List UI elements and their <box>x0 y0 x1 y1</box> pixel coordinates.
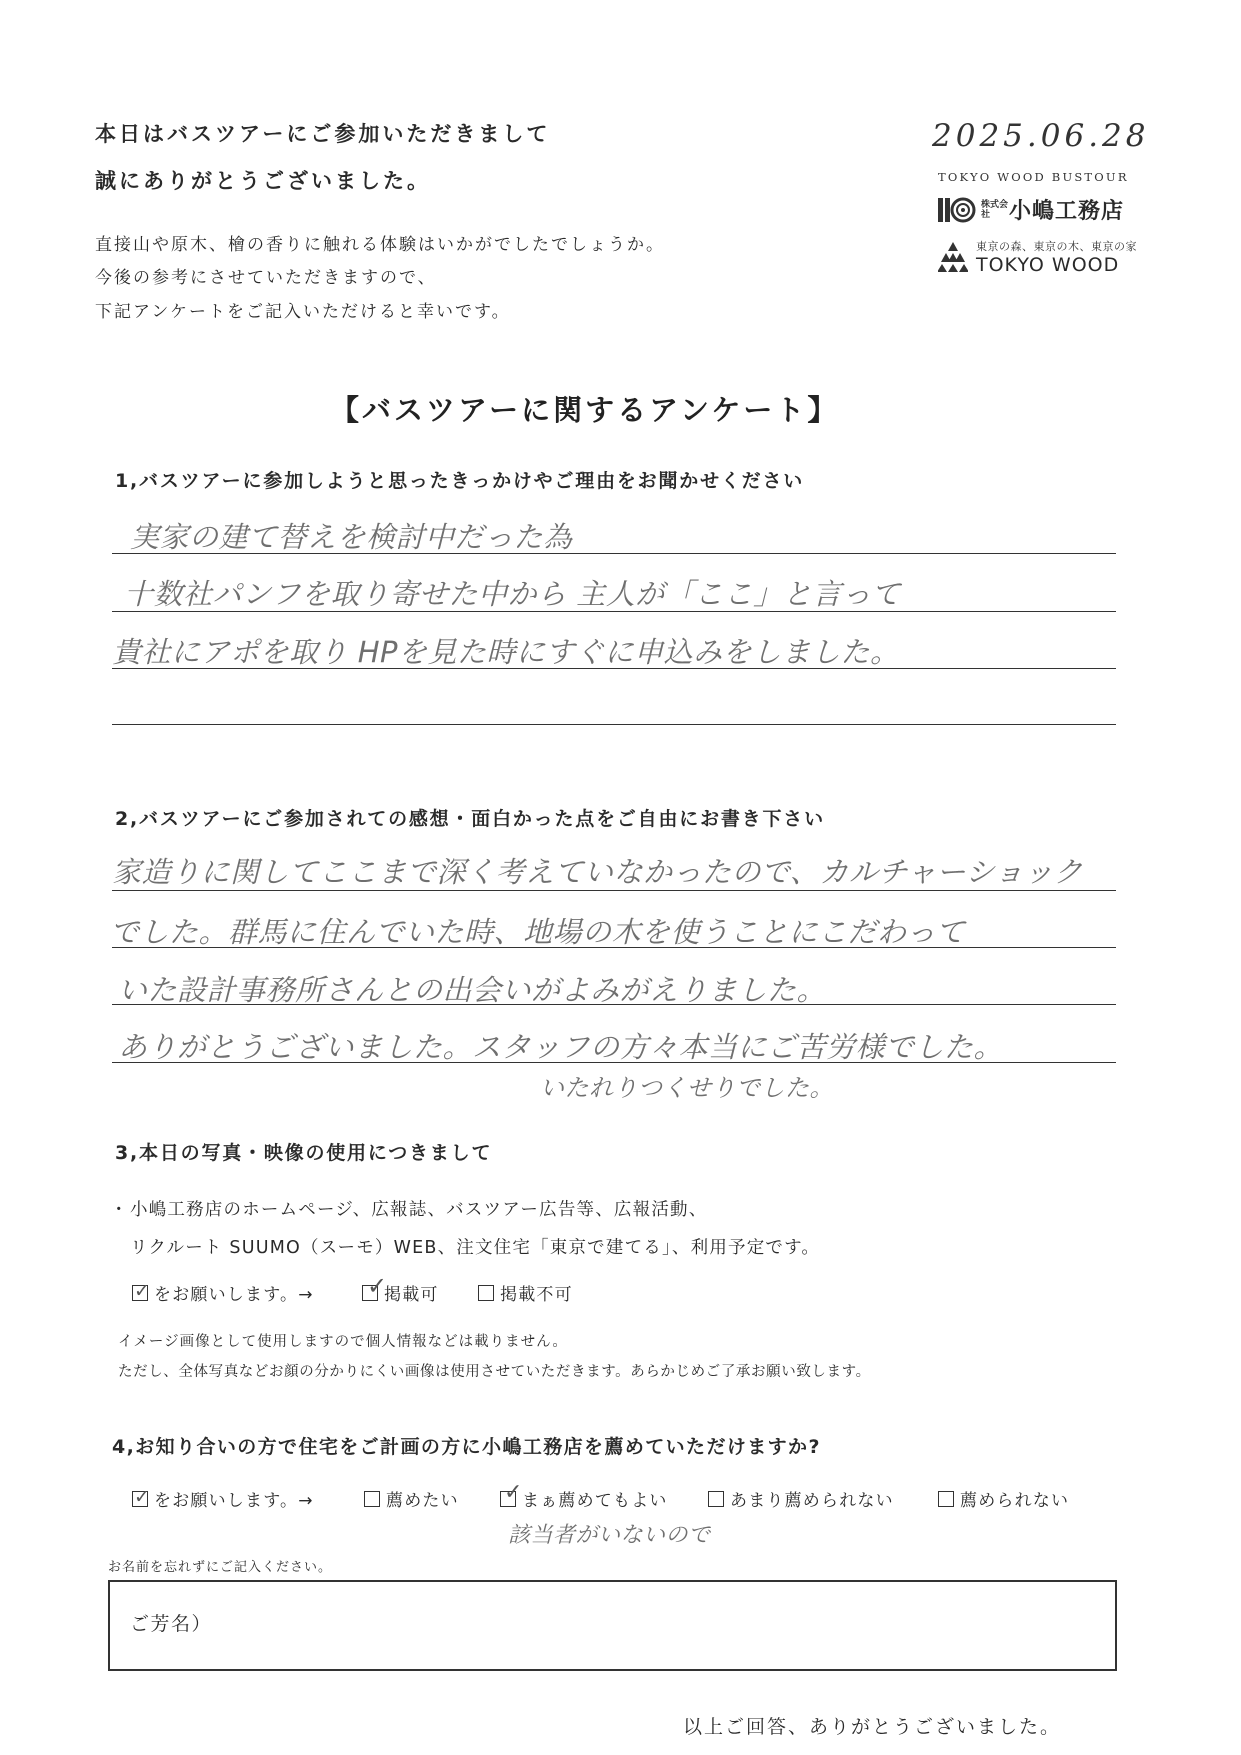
q3-request-checkbox <box>132 1280 152 1302</box>
q3-body-line-1: 小嶋工務店のホームページ、広報誌、バスツアー広告等、広報活動、 <box>130 1200 708 1220</box>
q4-request <box>132 1486 314 1511</box>
tour-name: TOKYO WOOD BUSTOUR <box>938 170 1129 184</box>
tour-date: 2025.06.28 <box>932 118 1150 154</box>
q2-answer-line-1: 家造りに関してここまで深く考えていなかったので、カルチャーショック <box>112 855 1083 889</box>
checkmark-icon: ✓ <box>367 1272 389 1300</box>
q2-answer-line-3: いた設計事務所さんとの出会いがよみがえりました。 <box>118 973 827 1007</box>
footer-thanks: 以上ご回答、ありがとうございました。 <box>683 1716 1062 1738</box>
q3-note-line-1: イメージ画像として使用しますので個人情報などは載りません。 <box>118 1334 568 1350</box>
q4-handwritten-note: 該当者がいないので <box>508 1523 711 1548</box>
q3-body-line-2: リクルート SUUMO（スーモ）WEB、注文住宅「東京で建てる」、利用予定です。 <box>130 1238 821 1258</box>
q4-question: 4,お知り合いの方で住宅をご計画の方に小嶋工務店を薦めていただけますか? <box>112 1436 821 1458</box>
company-name: 小嶋工務店 <box>1009 199 1125 224</box>
q1-answer-line-1: 実家の建て替えを検討中だった為 <box>130 520 573 554</box>
q3-deny-checkbox[interactable] <box>478 1285 494 1301</box>
q4-option-maybe[interactable] <box>500 1480 668 1511</box>
q3-allow-checkbox[interactable] <box>362 1272 389 1301</box>
q3-request-label: をお願いします。→ <box>154 1285 314 1305</box>
q4-option-hardly[interactable] <box>708 1486 894 1511</box>
q2-line-4 <box>112 1062 1116 1063</box>
intro-line-2: 今後の参考にさせていただきますので、 <box>95 268 437 288</box>
checkmark-icon: ✓ <box>134 1280 152 1302</box>
q1-line-2 <box>112 611 1116 612</box>
company-type: 株式会社 <box>981 199 1009 220</box>
checkmark-icon: ✓ <box>134 1486 152 1508</box>
q1-question: 1,バスツアーに参加しようと思ったきっかけやご理由をお聞かせください <box>115 470 805 492</box>
q3-request <box>132 1280 314 1305</box>
kojima-logo <box>938 194 1124 225</box>
q2-line-2 <box>112 947 1116 948</box>
intro-line-1: 直接山や原木、檜の香りに触れる体験はいかがでしたでしょうか。 <box>95 235 665 255</box>
q4-option-no[interactable] <box>938 1486 1069 1511</box>
q4-maybe-label: まぁ薦めてもよい <box>522 1491 668 1511</box>
checkmark-icon: ✓ <box>504 1480 524 1505</box>
q3-note-line-2: ただし、全体写真などお顔の分かりにくい画像は使用させていただきます。あらかじめご了承お願い致します。 <box>118 1364 871 1380</box>
q1-line-4 <box>112 724 1116 725</box>
q2-answer-line-2: でした。群馬に住んでいた時、地場の木を使うことにこだわって <box>110 915 966 949</box>
q1-line-3 <box>112 668 1116 669</box>
tokyo-wood-logo <box>938 238 1137 278</box>
q1-answer-line-2: 十数社パンフを取り寄せた中から 主人が「ここ」と言って <box>124 577 901 611</box>
kojima-logo-icon <box>938 197 976 223</box>
name-label: ご芳名） <box>130 1613 213 1635</box>
q4-maybe-checkbox[interactable] <box>500 1480 524 1507</box>
q4-hardly-checkbox[interactable] <box>708 1491 724 1507</box>
q4-option-recommend[interactable] <box>364 1486 459 1511</box>
q3-option-deny[interactable] <box>478 1280 573 1305</box>
intro-line-3: 下記アンケートをご記入いただけると幸いです。 <box>95 302 511 322</box>
q4-recommend-checkbox[interactable] <box>364 1491 380 1507</box>
q4-hardly-label: あまり薦められない <box>730 1491 894 1511</box>
q2-answer-line-5: いたれりつくせりでした。 <box>540 1074 834 1102</box>
q4-no-label: 薦められない <box>960 1491 1070 1511</box>
tokyo-wood-name: TOKYO WOOD <box>976 254 1120 276</box>
q1-line-1 <box>112 553 1116 554</box>
q3-question: 3,本日の写真・映像の使用につきまして <box>115 1142 493 1164</box>
q3-option-allow[interactable] <box>362 1272 439 1305</box>
survey-title: 【バスツアーに関するアンケート】 <box>330 393 840 427</box>
q4-no-checkbox[interactable] <box>938 1491 954 1507</box>
q2-question: 2,バスツアーにご参加されての感想・面白かった点をご自由にお書き下さい <box>115 808 825 830</box>
q4-recommend-label: 薦めたい <box>386 1491 459 1511</box>
q3-deny-label: 掲載不可 <box>500 1285 573 1305</box>
q2-answer-line-4: ありがとうございました。スタッフの方々本当にご苦労様でした。 <box>118 1030 1004 1064</box>
greeting-line-2: 誠にありがとうございました。 <box>95 169 431 193</box>
q1-answer-line-3: 貴社にアポを取り HPを見た時にすぐに申込みをしました。 <box>112 635 900 669</box>
q2-line-1 <box>112 890 1116 891</box>
q2-line-3 <box>112 1004 1116 1005</box>
name-prompt: お名前を忘れずにご記入ください。 <box>108 1560 333 1575</box>
q3-allow-label: 掲載可 <box>384 1285 439 1305</box>
q4-request-checkbox <box>132 1486 152 1508</box>
greeting-line-1: 本日はバスツアーにご参加いただきまして <box>95 122 551 146</box>
name-field[interactable] <box>108 1580 1117 1671</box>
tokyo-wood-tagline: 東京の森、東京の木、東京の家 <box>976 240 1137 253</box>
q3-bullet: ・ <box>110 1200 129 1220</box>
tokyo-wood-logo-icon <box>938 240 968 272</box>
q4-request-label: をお願いします。→ <box>154 1491 314 1511</box>
